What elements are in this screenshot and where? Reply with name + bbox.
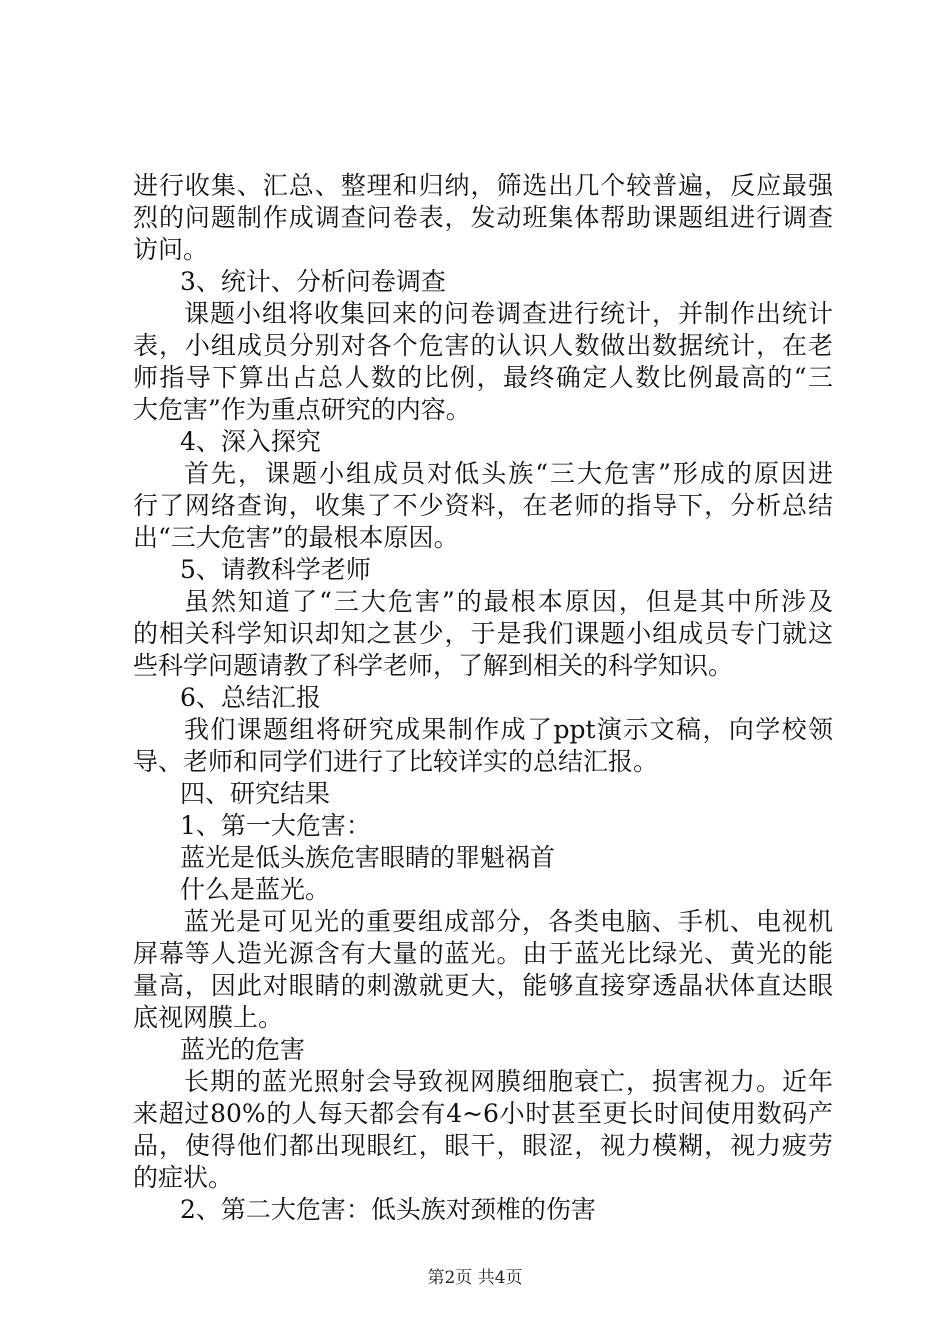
text-line: 表，小组成员分别对各个危害的认识人数做出数据统计，在老 [133, 331, 833, 360]
section-heading: 5、请教科学老师 [180, 555, 371, 584]
subheading: 蓝光是低头族危害眼睛的罪魁祸首 [180, 843, 556, 872]
text-line: 的相关科学知识却知之甚少，于是我们课题小组成员专门就这 [133, 619, 833, 648]
section-heading: 四、研究结果 [180, 779, 331, 808]
section-heading: 2、第二大危害：低头族对颈椎的伤害 [180, 1195, 596, 1224]
text-line: 蓝光是可见光的重要组成部分，各类电脑、手机、电视机 [184, 907, 833, 936]
text-line: 来超过80%的人每天都会有4~6小时甚至更长时间使用数码产 [133, 1099, 833, 1128]
text-line: 屏幕等人造光源含有大量的蓝光。由于蓝光比绿光、黄光的能 [133, 939, 833, 968]
text-line: 的症状。 [133, 1163, 234, 1192]
text-line: 导、老师和同学们进行了比较详实的总结汇报。 [133, 747, 659, 776]
text-line: 长期的蓝光照射会导致视网膜细胞衰亡，损害视力。近年 [184, 1067, 833, 1096]
text-line: 师指导下算出占总人数的比例，最终确定人数比例最高的“三 [133, 363, 833, 392]
text-line: 底视网膜上。 [133, 1003, 284, 1032]
subheading: 蓝光的危害 [180, 1035, 306, 1064]
page-footer: 第2页 共4页 [427, 1268, 523, 1288]
text-line: 课题小组将收集回来的问卷调查进行统计，并制作出统计 [184, 299, 833, 328]
text-line: 些科学问题请教了科学老师，了解到相关的科学知识。 [133, 651, 734, 680]
text-line: 访问。 [133, 235, 209, 264]
text-line: 行了网络查询，收集了不少资料，在老师的指导下，分析总结 [133, 491, 833, 520]
section-heading: 1、第一大危害： [180, 811, 371, 840]
section-heading: 6、总结汇报 [180, 683, 321, 712]
text-line: 进行收集、汇总、整理和归纳，筛选出几个较普遍，反应最强 [133, 171, 833, 200]
section-heading: 3、统计、分析问卷调查 [180, 267, 446, 296]
text-line: 首先，课题小组成员对低头族“三大危害”形成的原因进 [184, 459, 833, 488]
subheading: 什么是蓝光。 [180, 875, 331, 904]
text-line: 量高，因此对眼睛的刺激就更大，能够直接穿透晶状体直达眼 [133, 971, 833, 1000]
section-heading: 4、深入探究 [180, 427, 321, 456]
text-line: 大危害”作为重点研究的内容。 [133, 395, 471, 424]
document-body [133, 170, 833, 1226]
text-line: 我们课题组将研究成果制作成了ppt演示文稿，向学校领 [184, 715, 833, 744]
text-line: 出“三大危害”的最根本原因。 [133, 523, 459, 552]
text-line: 品，使得他们都出现眼红，眼干，眼涩，视力模糊，视力疲劳 [133, 1131, 833, 1160]
text-line: 烈的问题制作成调查问卷表，发动班集体帮助课题组进行调查 [133, 203, 833, 232]
text-line: 虽然知道了“三大危害”的最根本原因，但是其中所涉及 [184, 587, 833, 616]
